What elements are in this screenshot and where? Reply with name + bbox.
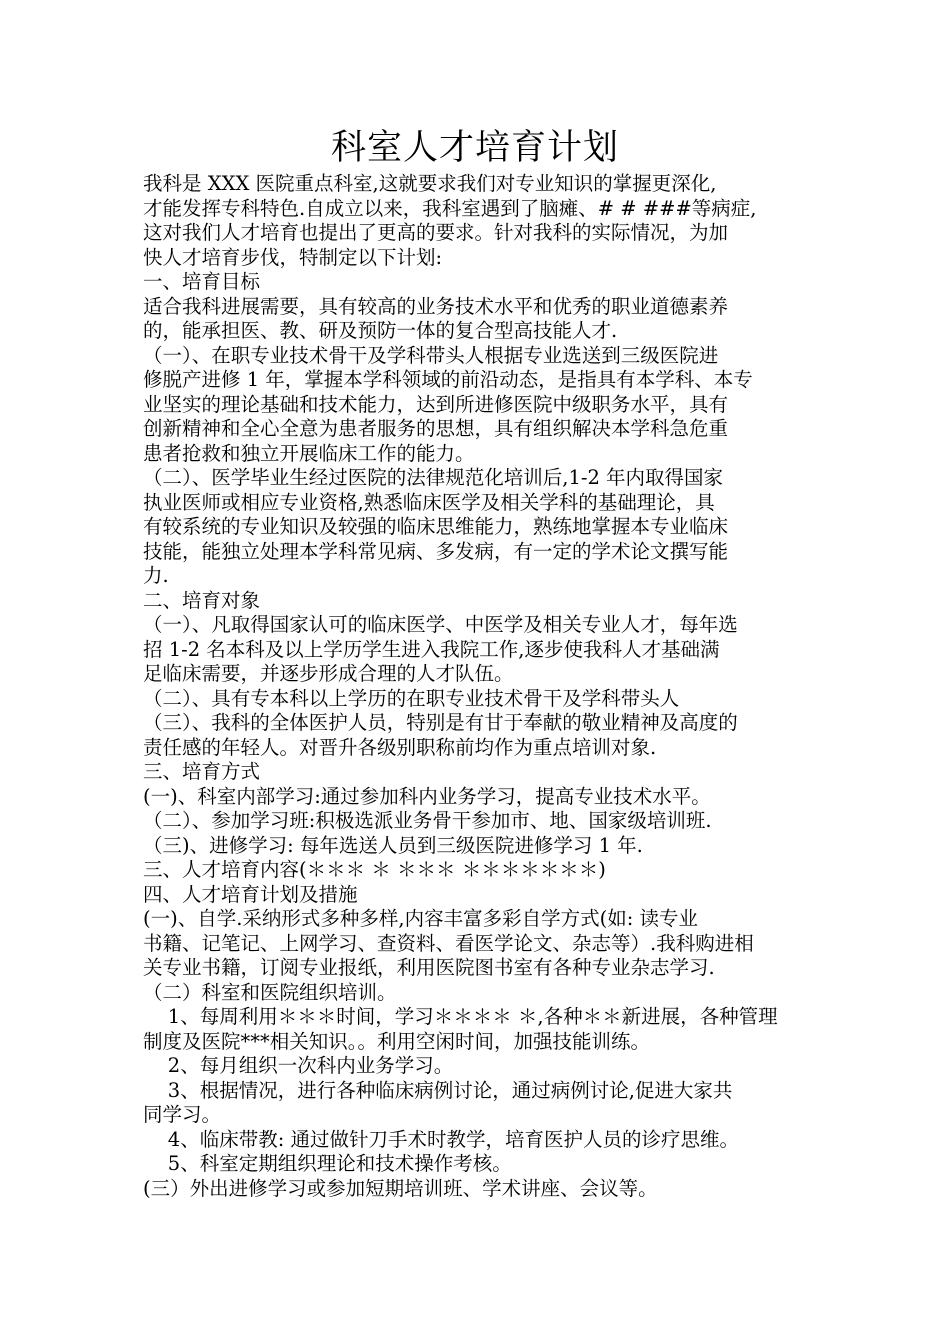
- text-line: 有较系统的专业知识及较强的临床思维能力，熟练地掌握本专业临床: [143, 515, 729, 538]
- text-line: 招 1-2 名本科及以上学历学生进入我院工作,逐步使我科人才基础满: [143, 637, 720, 661]
- text-line: 我科是 XXX 医院重点科室,这就要求我们对专业知识的掌握更深化,: [143, 172, 717, 195]
- text-line: （二）科室和医院组织培训。: [143, 980, 397, 1004]
- text-line: （一）、在职专业技术骨干及学科带头人根据专业选送到三级医院进: [143, 343, 719, 367]
- text-line: 患者抢救和独立开展临床工作的能力。: [143, 441, 475, 465]
- text-line: （二）、参加学习班:积极选派业务骨干参加市、地、国家级培训班.: [143, 809, 712, 832]
- text-line: 责任感的年轻人。对晋升各级别职称前均作为重点培训对象.: [143, 735, 657, 759]
- text-line: 4、临床带教: 通过做针刀手术时教学，培育医护人员的诊疗思维。: [143, 1127, 739, 1151]
- document-body: [143, 172, 823, 1201]
- text-line: 才能发挥专科特色.自成立以来，我科室遇到了脑瘫、# # ###等病症,: [143, 196, 757, 220]
- text-line: 适合我科进展需要，具有较高的业务技术水平和优秀的职业道德素养: [143, 294, 729, 318]
- text-line: 这对我们人才培育也提出了更高的要求。针对我科的实际情况，为加: [143, 221, 729, 244]
- text-line: 业坚实的理论基础和技术能力，达到所进修医院中级职务水平，具有: [143, 392, 729, 416]
- text-line: 三、培育方式: [143, 760, 261, 783]
- text-line: （二）、医学毕业生经过医院的法律规范化培训后,1-2 年内取得国家: [143, 466, 724, 489]
- text-line: (一)、自学.采纳形式多种多样,内容丰富多彩自学方式(如: 读专业: [143, 907, 698, 930]
- text-line: 四、人才培育计划及措施: [143, 882, 358, 906]
- text-line: 创新精神和全心全意为患者服务的思想，具有组织解决本学科急危重: [143, 417, 729, 440]
- text-line: 三、人才培育内容(＊＊＊ ＊ ＊＊＊ ＊＊＊＊＊＊＊): [143, 858, 606, 881]
- text-line: 5、科室定期组织理论和技术操作考核。: [143, 1152, 512, 1175]
- text-line: (三）外出进修学习或参加短期培训班、学术讲座、会议等。: [143, 1176, 658, 1200]
- text-line: 的，能承担医、教、研及预防一体的复合型高技能人才.: [143, 319, 618, 342]
- text-line: 同学习。: [143, 1103, 222, 1126]
- text-line: （一）、凡取得国家认可的临床医学、中医学及相关专业人才，每年选: [143, 613, 738, 636]
- text-line: 一、培育目标: [143, 270, 261, 293]
- text-line: (一)、科室内部学习:通过参加科内业务学习，提高专业技术水平。: [143, 784, 711, 808]
- text-line: 关专业书籍，订阅专业报纸，利用医院图书室有各种专业杂志学习.: [143, 956, 715, 979]
- text-line: （三)、进修学习: 每年选送人员到三级医院进修学习 1 年.: [143, 833, 643, 857]
- text-line: 2、每月组织一次科内业务学习。: [143, 1054, 454, 1077]
- text-line: 技能，能独立处理本学科常见病、多发病，有一定的学术论文撰写能: [143, 539, 729, 563]
- document-title: 科室人才培育计划: [330, 128, 619, 168]
- text-line: 快人才培育步伐，特制定以下计划:: [143, 245, 443, 269]
- text-line: 执业医师或相应专业资格,熟悉临床医学及相关学科的基础理论，具: [143, 490, 715, 514]
- text-line: 修脱产进修 1 年，掌握本学科领域的前沿动态，是指具有本学科、本专: [143, 368, 753, 391]
- text-line: 书籍、记笔记、上网学习、查资料、看医学论文、杂志等）.我科购进相: [143, 931, 754, 955]
- text-line: （二）、具有专本科以上学历的在职专业技术骨干及学科带头人: [143, 686, 680, 710]
- text-line: 1、每周利用＊＊＊时间，学习＊＊＊＊ ＊,各种＊＊新进展，各种管理: [143, 1005, 778, 1028]
- text-line: 3、根据情况，进行各种临床病例讨论，通过病例讨论,促进大家共: [143, 1078, 733, 1102]
- text-line: （三）、我科的全体医护人员，特别是有甘于奉献的敬业精神及高度的: [143, 711, 738, 734]
- text-line: 二、培育对象: [143, 588, 261, 612]
- text-line: 力.: [143, 564, 169, 587]
- text-line: 足临床需要，并逐步形成合理的人才队伍。: [143, 662, 514, 685]
- text-line: 制度及医院***相关知识。。利用空闲时间，加强技能训练。: [143, 1029, 651, 1053]
